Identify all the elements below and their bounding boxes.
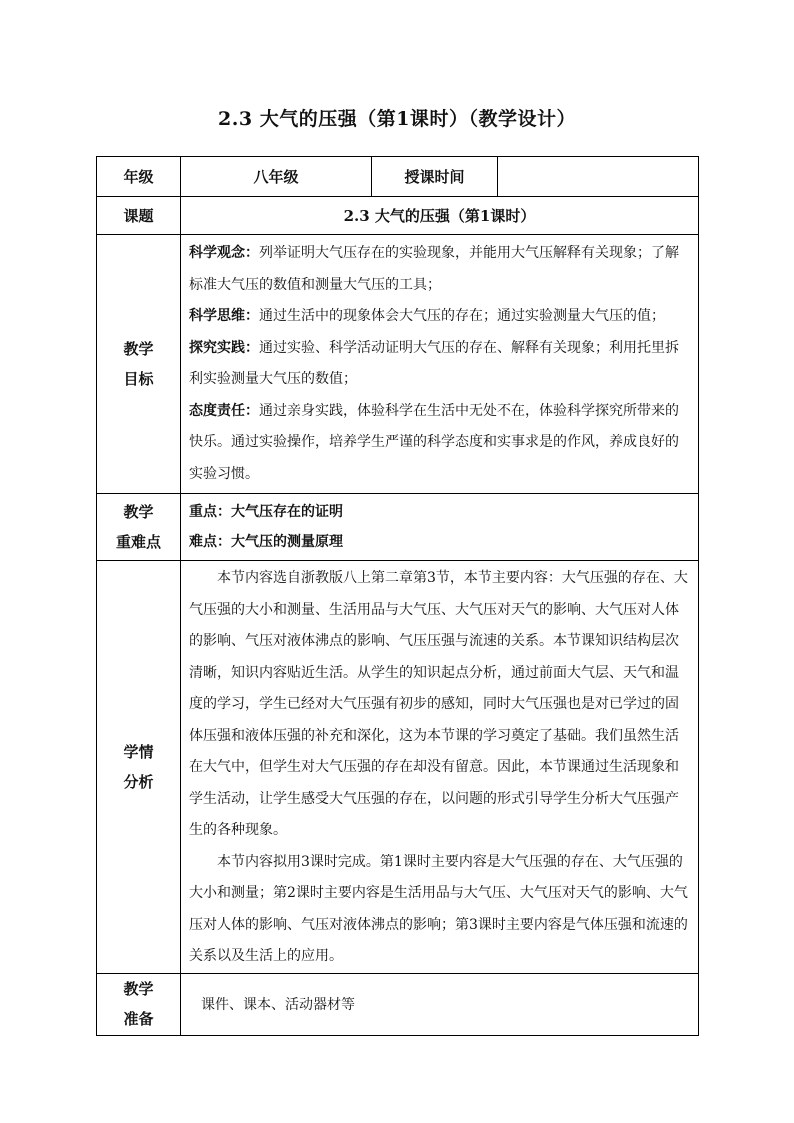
- key-focus: 重点：大气压存在的证明: [189, 504, 343, 520]
- key-difficulty: 难点：大气压的测量原理: [189, 534, 343, 550]
- analysis-label-line1: 学情: [123, 742, 154, 761]
- analysis-row: [97, 561, 699, 974]
- grade-label: 年级: [97, 157, 181, 197]
- grade-value: 八年级: [181, 157, 372, 197]
- topic-row: [97, 197, 699, 235]
- class-time-label: 授课时间: [372, 157, 498, 197]
- goal-text: 通过亲身实践，体验科学在生活中无处不在，体验科学探究所带来的快乐。通过实验操作，培养学生严谨的科学态度和实事求是的作风，养成良好的实验习惯。: [189, 402, 679, 482]
- goals-label-line1: 教学: [123, 340, 154, 358]
- keypoints-label-line2: 重难点: [115, 533, 161, 551]
- goals-content: [181, 235, 699, 494]
- grade-row: [97, 157, 699, 197]
- prep-label-line1: 教学: [123, 980, 154, 998]
- goal-text: 通过实验、科学活动证明大气压的存在、解释有关现象；利用托里拆利实验测量大气压的数值；: [189, 339, 679, 387]
- keypoints-row: [97, 494, 699, 561]
- goal-key: 态度责任：: [189, 402, 259, 419]
- document-title: 2.3 大气的压强（第1课时）（教学设计）: [218, 108, 576, 130]
- analysis-label-line2: 分析: [123, 772, 154, 791]
- prep-label-line2: 准备: [123, 1010, 154, 1028]
- analysis-content: [181, 561, 699, 974]
- goal-item: [189, 238, 690, 301]
- keypoints-label: [97, 494, 181, 561]
- goal-key: 科学思维：: [189, 308, 259, 324]
- keypoints-content: [181, 494, 699, 561]
- prep-value: 课件、课本、活动器材等: [181, 973, 699, 1035]
- goal-text: 列举证明大气压存在的实验现象，并能用大气压解释有关现象；了解标准大气压的数值和测量大气压的工具；: [189, 245, 679, 293]
- topic-label: 课题: [97, 197, 181, 235]
- prep-row: [97, 973, 699, 1035]
- goal-item: [189, 396, 690, 491]
- lesson-plan-table: [96, 156, 699, 1036]
- goal-key: 探究实践：: [189, 339, 259, 356]
- topic-value: 2.3 大气的压强（第1课时）: [181, 197, 699, 235]
- goal-key: 科学观念：: [189, 245, 259, 261]
- goals-label: [97, 235, 181, 494]
- goal-item: [189, 333, 690, 396]
- goal-item: [189, 301, 690, 333]
- class-time-value: [498, 157, 699, 197]
- goal-text: 通过生活中的现象体会大气压的存在；通过实验测量大气压的值；: [259, 308, 665, 324]
- analysis-paragraph: 本节内容选自浙教版八上第二章第3节，本节主要内容：大气压强的存在、大气压强的大小和测量、生活用品与大气压、大气压对天气的影响、大气压对人体的影响、气压对液体沸点的影响、气压压强与流速的关系。本节课知识结构层次清晰，知识内容贴近生活。从学生的知识起点分析，通过前面大气层、天气和温度的学习，学生已经对大气压强有初步的感知，同时大气压强也是对已学过的固体压强和液体压强的补充和深化，这为本节课的学习奠定了基础。我们虽然生活在大气中，但学生对大气压强的存在却没有留意。因此，本节课通过生活现象和学生活动，让学生感受大气压强的存在，以问题的形式引导学生分析大气压强产生的各种现象。: [189, 570, 688, 838]
- keypoints-label-line1: 教学: [123, 503, 154, 521]
- analysis-paragraph: 本节内容拟用3课时完成。第1课时主要内容是大气压强的存在、大气压强的大小和测量；第2课时主要内容是生活用品与大气压、大气压对天气的影响、大气压对人体的影响、气压对液体沸点的影响；第3课时主要内容是气体压强和流速的关系以及生活上的应用。: [189, 853, 688, 964]
- goals-label-line2: 目标: [123, 370, 154, 388]
- goals-row: [97, 235, 699, 494]
- analysis-label: [97, 561, 181, 974]
- prep-label: [97, 973, 181, 1035]
